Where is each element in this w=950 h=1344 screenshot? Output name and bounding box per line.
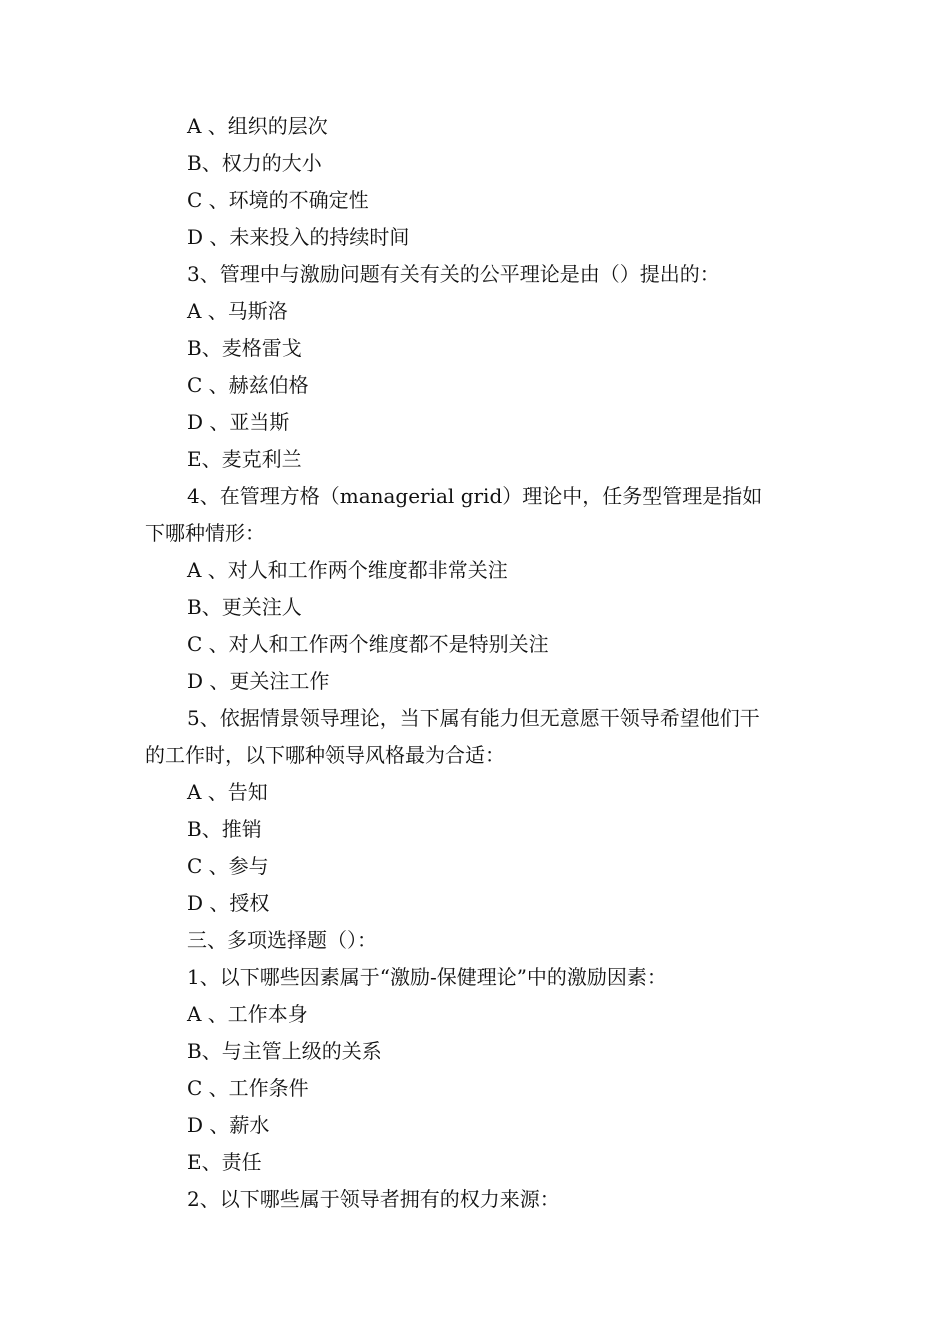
text-line: B、更关注人 xyxy=(187,595,302,619)
text-line: C 、赫兹伯格 xyxy=(187,373,309,397)
text-line: D 、未来投入的持续时间 xyxy=(187,225,410,249)
document-body xyxy=(145,108,810,1218)
text-line: 三、多项选择题（）： xyxy=(187,928,377,952)
text-line: 3、管理中与激励问题有关有关的公平理论是由（）提出的： xyxy=(187,262,720,286)
text-line: A 、告知 xyxy=(187,780,268,804)
text-line: D 、授权 xyxy=(187,891,270,915)
text-line: C 、参与 xyxy=(187,854,269,878)
text-line: A 、组织的层次 xyxy=(187,114,328,138)
text-line: 的工作时，以下哪种领导风格最为合适： xyxy=(145,743,505,767)
text-line: D 、亚当斯 xyxy=(187,410,290,434)
text-line: D 、更关注工作 xyxy=(187,669,330,693)
text-line: D 、薪水 xyxy=(187,1113,270,1137)
text-line: B、与主管上级的关系 xyxy=(187,1039,382,1063)
text-line: 5、依据情景领导理论，当下属有能力但无意愿干领导希望他们干 xyxy=(187,706,760,730)
text-line: 1、以下哪些因素属于“激励-保健理论”中的激励因素： xyxy=(187,965,667,989)
text-line: C 、工作条件 xyxy=(187,1076,309,1100)
text-line: A 、马斯洛 xyxy=(187,299,288,323)
text-line: 4、在管理方格（managerial grid）理论中，任务型管理是指如 xyxy=(187,484,763,508)
text-line: E、责任 xyxy=(187,1150,262,1174)
text-line: B、推销 xyxy=(187,817,262,841)
text-line: A 、对人和工作两个维度都非常关注 xyxy=(187,558,508,582)
text-line: B、权力的大小 xyxy=(187,151,322,175)
text-line: C 、环境的不确定性 xyxy=(187,188,369,212)
text-line: 下哪种情形： xyxy=(145,521,265,545)
text-line: A 、工作本身 xyxy=(187,1002,308,1026)
text-line: 2、以下哪些属于领导者拥有的权力来源： xyxy=(187,1187,560,1211)
text-line: C 、对人和工作两个维度都不是特别关注 xyxy=(187,632,549,656)
text-line: E、麦克利兰 xyxy=(187,447,302,471)
text-line: B、麦格雷戈 xyxy=(187,336,302,360)
